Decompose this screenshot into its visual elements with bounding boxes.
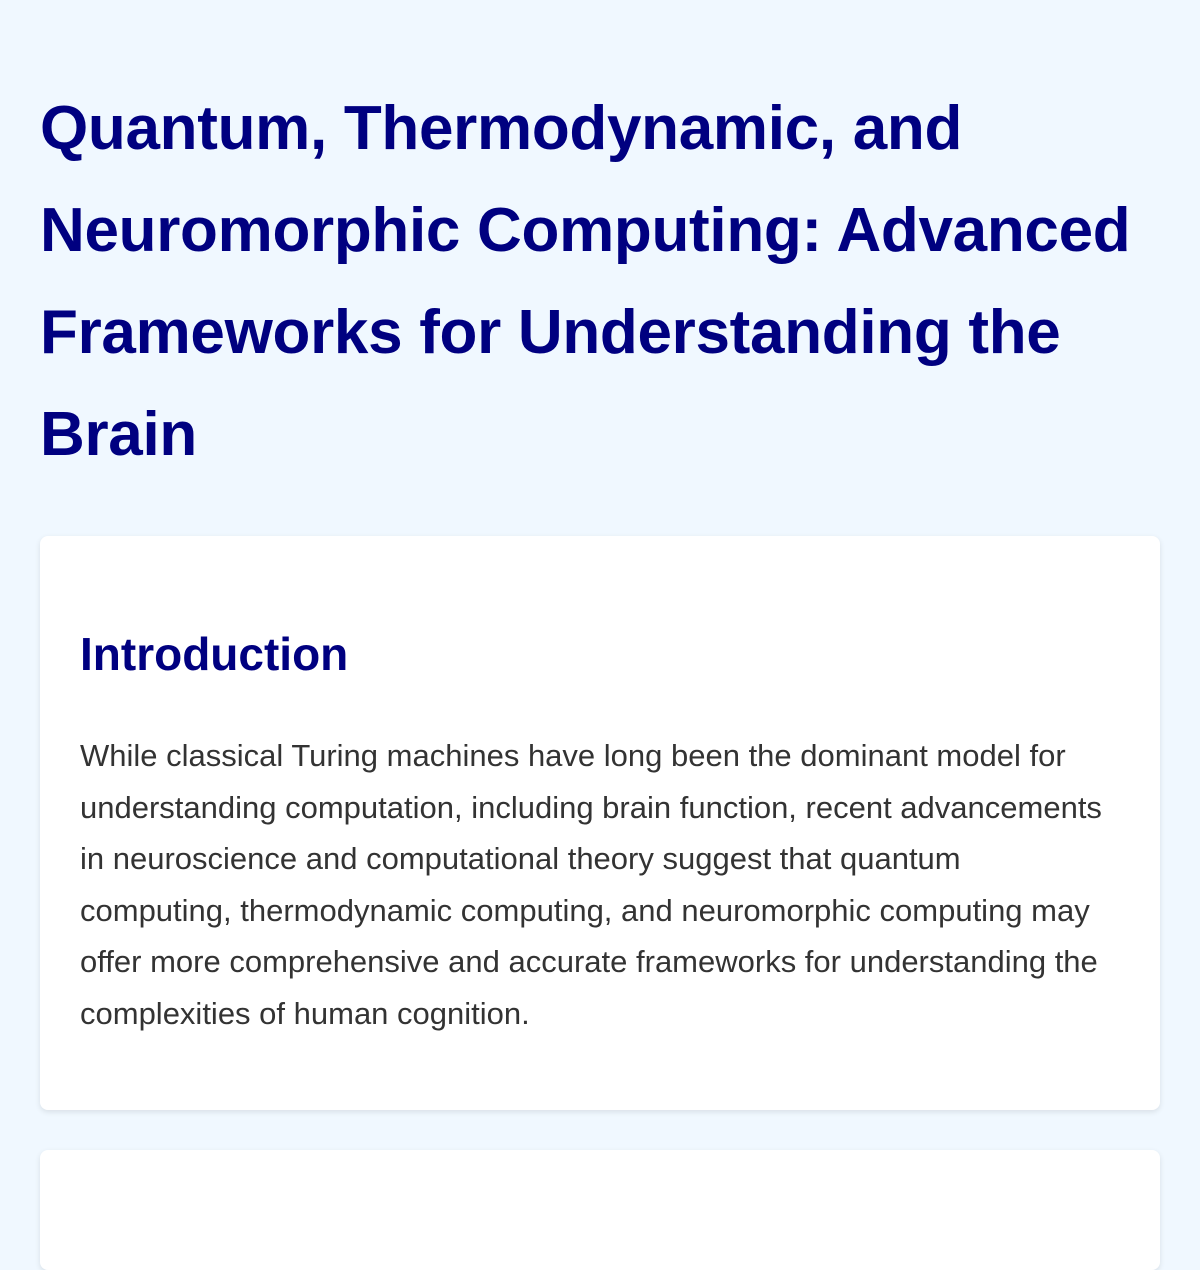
section-body-introduction: While classical Turing machines have long been the dominant model for understanding computation, including brain function, recent advancements in neuroscience and computational theory suggest that quantum computing, thermodynamic computing, and neuromorphic computing may offer more comprehensive and accurate frameworks for understanding the complexities of human cognition.: [80, 738, 1102, 1031]
section-card-introduction: [40, 536, 1160, 1110]
page-title: Quantum, Thermodynamic, and Neuromorphic Computing: Advanced Frameworks for Understanding the Brain: [40, 94, 1131, 469]
section-card-next: [40, 1150, 1160, 1270]
section-heading-introduction: Introduction: [80, 628, 349, 680]
